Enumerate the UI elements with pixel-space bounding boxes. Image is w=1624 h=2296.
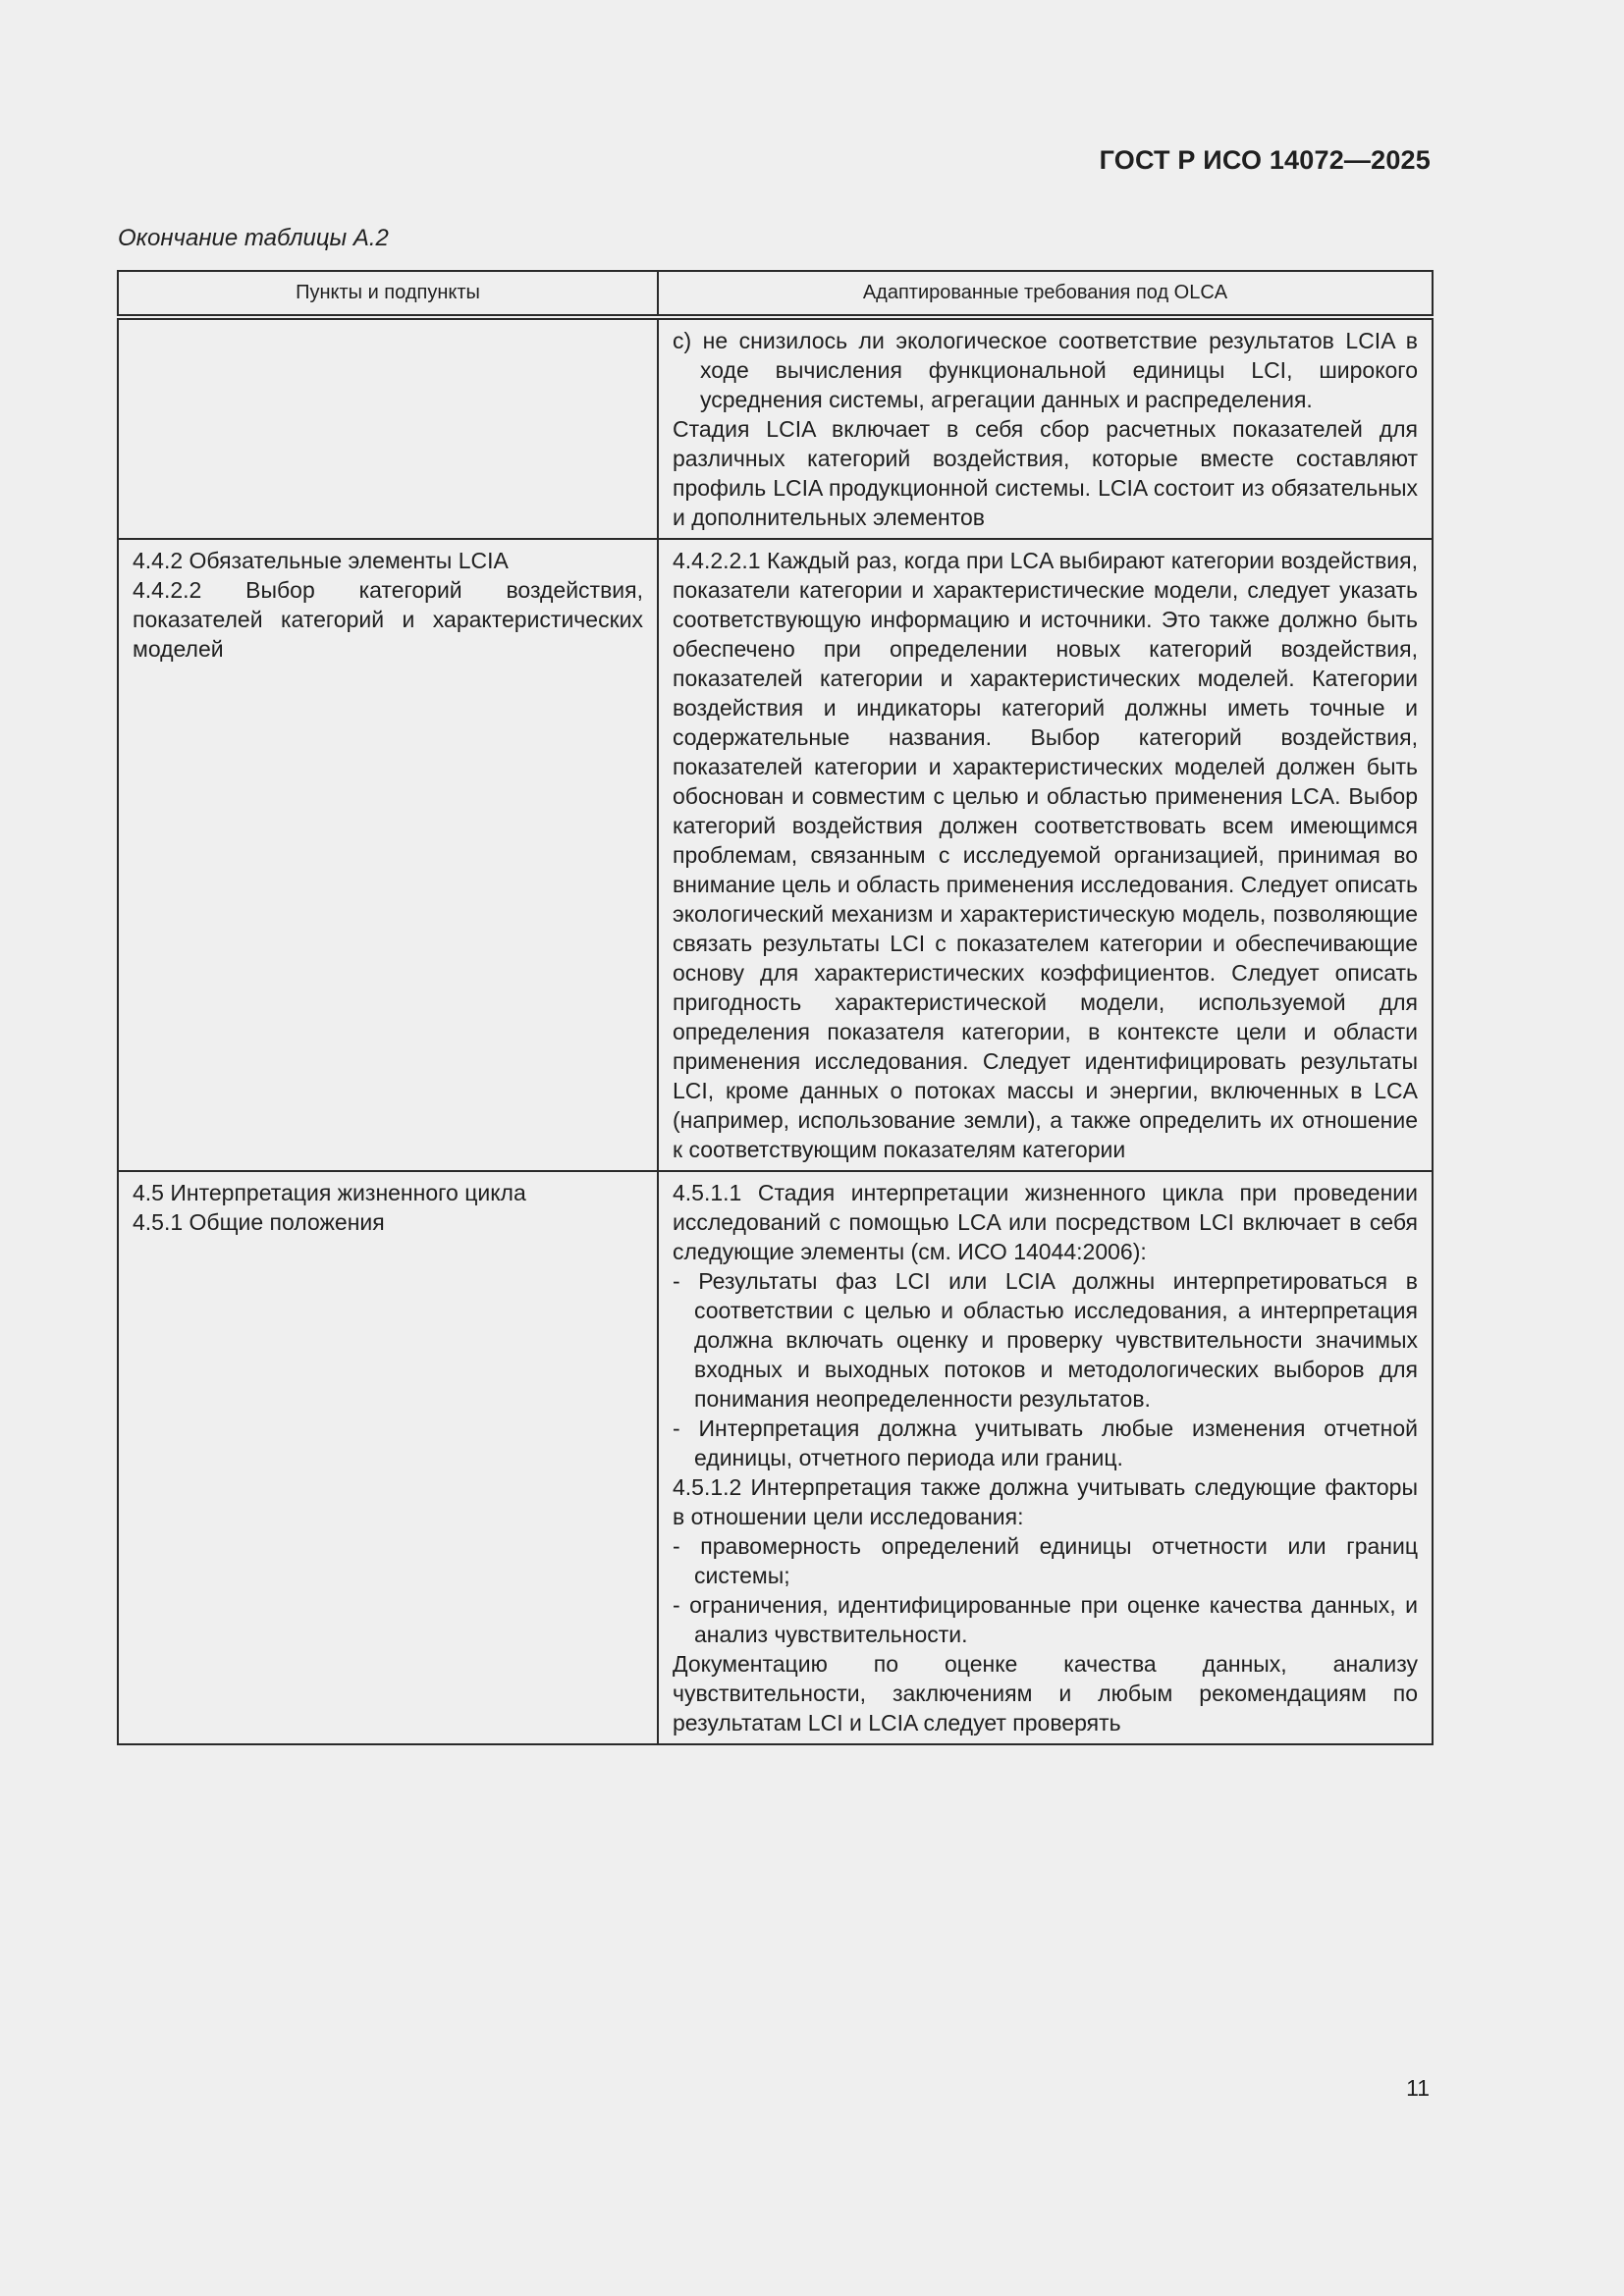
table-caption: Окончание таблицы А.2 (118, 225, 389, 251)
column-header-clauses: Пункты и подпункты (118, 271, 658, 317)
table-row (118, 1171, 1433, 1744)
requirement-cell (658, 317, 1433, 539)
paragraph: Стадия LCIA включает в себя сбор расчетных показателей для различных категорий воздействия, которые вместе составляют профиль LCIA продукционной системы. LCIA состоит из обязательных и дополнительных элементов (673, 416, 1418, 530)
paragraph: 4.5.1 Общие положения (133, 1209, 385, 1235)
requirement-cell (658, 1171, 1433, 1744)
paragraph: 4.5.1.2 Интерпретация также должна учитывать следующие факторы в отношении цели исследования: (673, 1474, 1418, 1529)
page-number: 11 (1406, 2075, 1430, 2101)
table-row (118, 539, 1433, 1171)
bullet-paragraph: - ограничения, идентифицированные при оценке качества данных, и анализ чувствительности. (673, 1592, 1418, 1647)
paragraph: 4.4.2.2 Выбор категорий воздействия, показателей категорий и характеристических моделей (133, 577, 643, 662)
paragraph: 4.4.2 Обязательные элементы LCIA (133, 548, 509, 573)
paragraph: 4.5.1.1 Стадия интерпретации жизненного цикла при проведении исследований с помощью LCA или посредством LCI включает в себя следующие элементы (см. ИСО 14044:2006): (673, 1180, 1418, 1264)
clause-cell (118, 1171, 658, 1744)
table-row (118, 317, 1433, 539)
paragraph: 4.4.2.2.1 Каждый раз, когда при LCA выбирают категории воздействия, показатели категории и характеристические модели, следует указать соответствующую информацию и источники. Это также должно быть обеспечено при определении новых категорий воздействия, показателей категории и характеристических моделей. Категории воздействия и индикаторы категорий должны иметь точные и содержательные названия. Выбор категорий воздействия, показателей категории и характеристических моделей должен быть обоснован и совместим с целью и областью применения LCA. Выбор категорий воздействия должен соответствовать всем имеющимся проблемам, связанным с исследуемой организацией, принимая во внимание цель и область применения исследования. Следует описать экологический механизм и характеристическую модель, позволяющие связать результаты LCI с показателем категории и обеспечивающие основу для характеристических коэффициентов. Следует описать пригодность характеристической модели, используемой для определения показателя категории, в контексте цели и области применения исследования. Следует идентифицировать результаты LCI, кроме данных о потоках массы и энергии, включенных в LCA (например, использование земли), а также определить их отношение к соответствующим показателям категории (673, 548, 1418, 1162)
bullet-paragraph: - Интерпретация должна учитывать любые изменения отчетной единицы, отчетного периода или границ. (673, 1415, 1418, 1470)
requirement-cell (658, 539, 1433, 1171)
list-item-paragraph: c) не снизилось ли экологическое соответствие результатов LCIA в ходе вычисления функциональной единицы LCI, широкого усреднения системы, агрегации данных и распределения. (673, 328, 1418, 412)
requirements-table (117, 270, 1434, 1745)
paragraph: 4.5 Интерпретация жизненного цикла (133, 1180, 526, 1205)
column-header-requirements: Адаптированные требования под OLCA (658, 271, 1433, 317)
bullet-paragraph: - правомерность определений единицы отчетности или границ системы; (673, 1533, 1418, 1588)
document-code-header: ГОСТ Р ИСО 14072—2025 (1099, 145, 1431, 175)
paragraph: Документацию по оценке качества данных, анализу чувствительности, заключениям и любым рекомендациям по результатам LCI и LCIA следует проверять (673, 1651, 1418, 1735)
bullet-paragraph: - Результаты фаз LCI или LCIA должны интерпретироваться в соответствии с целью и областью исследования, а интерпретация должна включать оценку и проверку чувствительности значимых входных и выходных потоков и методологических выборов для понимания неопределенности результатов. (673, 1268, 1418, 1412)
table-header-row (118, 271, 1433, 317)
clause-cell (118, 317, 658, 539)
table-body (118, 317, 1433, 1744)
clause-cell (118, 539, 658, 1171)
